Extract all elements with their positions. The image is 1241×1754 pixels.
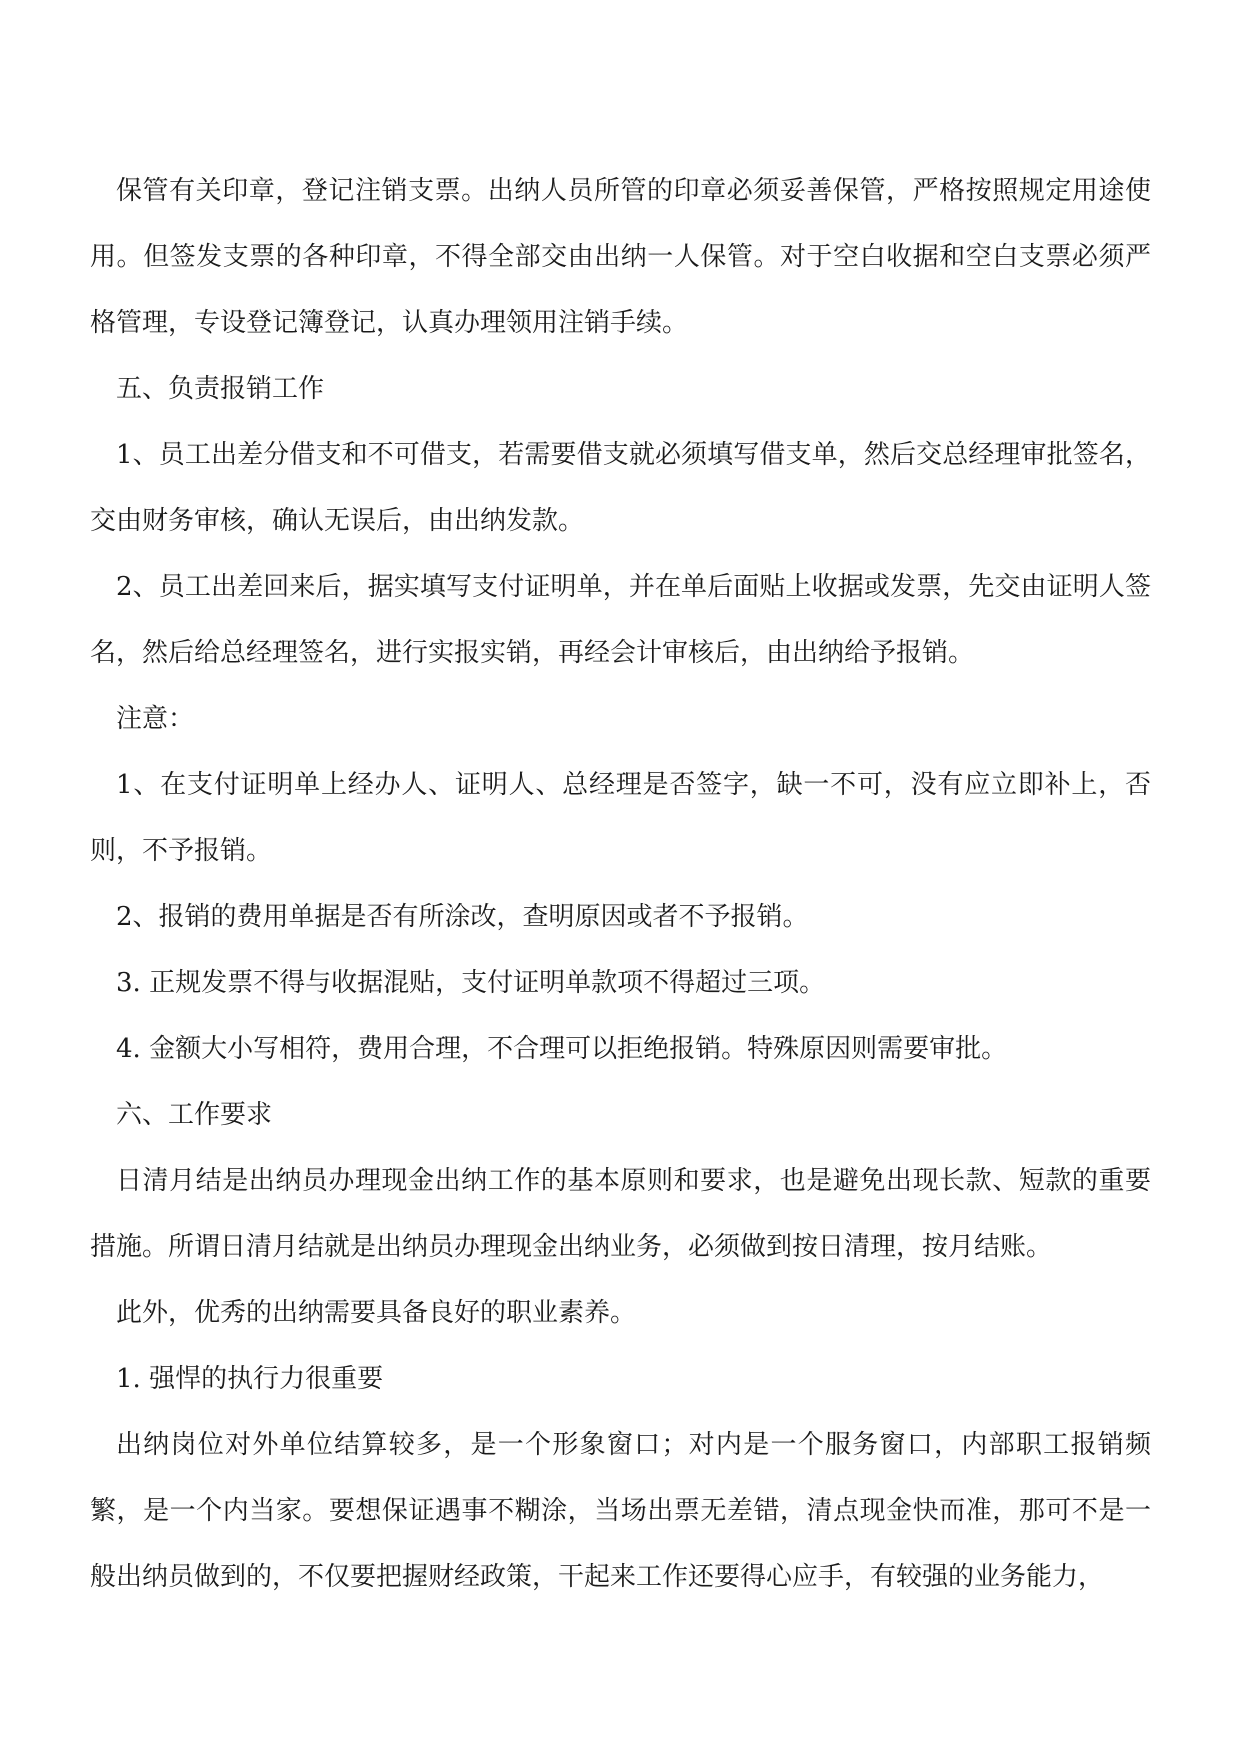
paragraph-reimbursement-item-2: 2、员工出差回来后，据实填写支付证明单，并在单后面贴上收据或发票，先交由证明人签名，然后给总经理签名，进行实报实销，再经会计审核后，由出纳给予报销。 [90,572,1151,668]
section-heading-reimbursement: 五、负责报销工作 [116,374,325,404]
section-heading-work-requirements: 六、工作要求 [116,1100,273,1130]
note-item-4: 4. 金额大小写相符，费用合理，不合理可以拒绝报销。特殊原因则需要审批。 [116,1034,1008,1064]
document-body [90,158,1151,1610]
subheading-execution: 1. 强悍的执行力很重要 [116,1364,384,1394]
paragraph-reimbursement-item-1: 1、员工出差分借支和不可借支，若需要借支就必须填写借支单，然后交总经理审批签名，交由财务审核，确认无误后，由出纳发款。 [90,440,1151,536]
note-item-2: 2、报销的费用单据是否有所涂改，查明原因或者不予报销。 [116,902,809,932]
paragraph-seal-management: 保管有关印章，登记注销支票。出纳人员所管的印章必须妥善保管，严格按照规定用途使用。但签发支票的各种印章，不得全部交由出纳一人保管。对于空白收据和空白支票必须严格管理，专设登记簿登记，认真办理领用注销手续。 [90,176,1151,338]
paragraph-execution-detail: 出纳岗位对外单位结算较多，是一个形象窗口；对内是一个服务窗口，内部职工报销频繁，是一个内当家。要想保证遇事不糊涂，当场出票无差错，清点现金快而准，那可不是一般出纳员做到的，不仅要把握财经政策，干起来工作还要得心应手，有较强的业务能力， [90,1430,1151,1592]
note-item-1: 1、在支付证明单上经办人、证明人、总经理是否签字，缺一不可，没有应立即补上，否则，不予报销。 [90,770,1151,866]
paragraph-professional-quality: 此外，优秀的出纳需要具备良好的职业素养。 [116,1298,637,1328]
note-item-3: 3. 正规发票不得与收据混贴，支付证明单款项不得超过三项。 [116,968,826,998]
paragraph-daily-monthly-settlement: 日清月结是出纳员办理现金出纳工作的基本原则和要求，也是避免出现长款、短款的重要措施。所谓日清月结就是出纳员办理现金出纳业务，必须做到按日清理，按月结账。 [90,1166,1151,1262]
note-heading: 注意： [116,704,195,734]
